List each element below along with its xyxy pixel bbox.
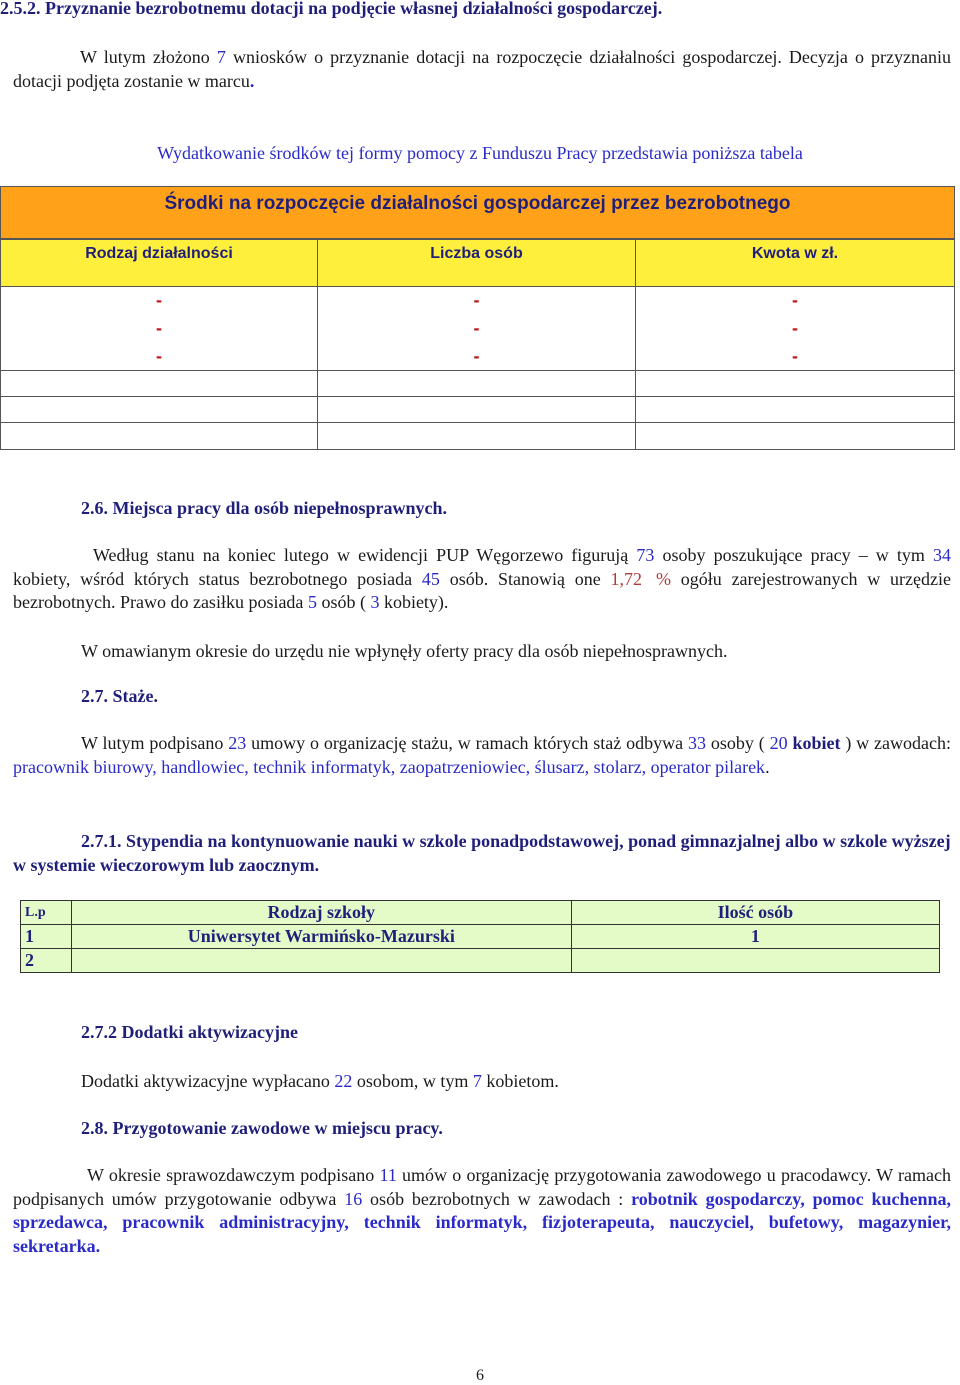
number-women: 34 bbox=[933, 545, 951, 565]
table1-empty-cell bbox=[317, 370, 636, 397]
number-recipient-women: 7 bbox=[472, 1071, 482, 1091]
table2-header-count: Ilość osób bbox=[571, 901, 939, 925]
paragraph-grant-applications bbox=[13, 46, 951, 93]
text: osoby poszukujące pracy – w tym bbox=[654, 545, 933, 565]
text: W okresie sprawozdawczym podpisano bbox=[87, 1165, 380, 1185]
table2-row2-lp: 2 bbox=[21, 949, 72, 973]
number-trainees: 16 bbox=[344, 1188, 363, 1209]
scholarship-table bbox=[20, 900, 940, 973]
section-heading-2-7: 2.7. Staże. bbox=[81, 686, 158, 706]
paragraph-no-offers: W omawianym okresie do urzędu nie wpłynęły oferty pracy dla osób niepełnosprawnych. bbox=[81, 641, 728, 661]
section-heading-2-5-2: 2.5.2. Przyznanie bezrobotnemu dotacji na podjęcie własnej działalności gospodarczej. bbox=[0, 0, 663, 18]
table2-header-school: Rodzaj szkoły bbox=[71, 901, 571, 925]
text: kobiet bbox=[792, 733, 841, 753]
table1-dash: - bbox=[473, 318, 480, 338]
text: osób ( bbox=[316, 592, 371, 612]
table1-dash: - bbox=[156, 290, 162, 310]
table1-empty-cell bbox=[635, 422, 955, 450]
number-benefit-women: 3 bbox=[370, 592, 380, 612]
section-heading-2-7-1: 2.7.1. Stypendia na kontynuowanie nauki w szkole ponadpodstawowej, ponad gimnazjalnej albo w szkole wyższej w systemie wieczorowym lub zaocznym. bbox=[13, 831, 951, 875]
number-job-seekers: 73 bbox=[636, 545, 655, 565]
text: wniosków o przyznanie dotacji na rozpoczęcie działalności gospodarczej. Decyzja o przyznaniu dotacji podjęta zostanie w marcu bbox=[13, 47, 952, 91]
table1-empty-cell bbox=[317, 396, 636, 423]
text: W lutym złożono bbox=[80, 47, 217, 67]
number-unemployed: 45 bbox=[421, 568, 440, 589]
section-heading-2-7-2: 2.7.2 Dodatki aktywizacyjne bbox=[81, 1022, 298, 1042]
number-benefit: 5 bbox=[307, 592, 317, 612]
table1-dash: - bbox=[473, 290, 480, 310]
table1-empty-cell bbox=[0, 396, 318, 423]
training-professions: robotnik gospodarczy, pomoc kuchenna, sprzedawca, pracownik administracyjny, technik informatyk, fizjoterapeuta, nauczyciel, bufetowy, magazynier, sekretarka. bbox=[13, 1188, 951, 1256]
text: umów o organizację przygotowania zawodowego u pracodawcy. W ramach podpisanych umów przygotowanie odbywa bbox=[13, 1165, 951, 1209]
text: osób bezrobotnych w zawodach : bbox=[362, 1188, 632, 1209]
number-percent-value: 1,72 bbox=[610, 568, 643, 589]
text: kobietom. bbox=[481, 1071, 559, 1091]
table2-row1-school: Uniwersytet Warmińsko-Mazurski bbox=[71, 925, 571, 949]
table1-empty-cell bbox=[0, 422, 318, 450]
text: osobom, w tym bbox=[352, 1071, 473, 1091]
text: ) w zawodach: bbox=[840, 733, 952, 753]
table1-dash: - bbox=[156, 318, 162, 338]
number-recipients: 22 bbox=[334, 1071, 353, 1091]
text: ogółu zarejestrowanych w urzędzie bezrobotnych. Prawo do zasiłku posiada bbox=[13, 568, 952, 612]
table2-header-lp: L.p bbox=[21, 901, 72, 925]
table-intro: Wydatkowanie środków tej formy pomocy z Funduszu Pracy przedstawia poniższa tabela bbox=[157, 143, 803, 163]
table1-header-amount: Kwota w zł. bbox=[635, 239, 955, 287]
text: osoby ( bbox=[705, 733, 770, 753]
table2-row1-count: 1 bbox=[571, 925, 939, 949]
paragraph-activation-allowance bbox=[81, 1070, 951, 1094]
table1-dash: - bbox=[156, 346, 162, 366]
table1-empty-cell bbox=[635, 396, 955, 423]
table1-dash: - bbox=[473, 346, 480, 366]
text: kobiety). bbox=[379, 592, 449, 612]
text: W lutym podpisano bbox=[81, 733, 229, 753]
table1-empty-cell bbox=[0, 370, 318, 397]
paragraph-disabled-registered bbox=[13, 544, 951, 615]
table1-header-count: Liczba osób bbox=[317, 239, 636, 287]
table2-row2-count bbox=[571, 949, 939, 973]
internship-professions: pracownik biurowy, handlowiec, technik informatyk, zaopatrzeniowiec, ślusarz, stolarz, operator pilarek bbox=[13, 756, 766, 777]
page-number: 6 bbox=[476, 1367, 484, 1384]
text: . bbox=[765, 756, 770, 777]
number-intern-women: 20 bbox=[769, 733, 788, 753]
number-applications: 7 bbox=[216, 47, 226, 67]
paragraph-internships bbox=[13, 732, 951, 779]
text: Według stanu na koniec lutego w ewidencji PUP Węgorzewo figurują bbox=[93, 545, 637, 565]
number-interns: 33 bbox=[687, 733, 706, 753]
table1-empty-cell bbox=[317, 422, 636, 450]
table1-empty-cell bbox=[635, 370, 955, 397]
table1-col-type bbox=[0, 287, 318, 371]
text: umowy o organizację stażu, w ramach których staż odbywa bbox=[246, 733, 688, 753]
table2-row1-lp: 1 bbox=[21, 925, 72, 949]
table1-dash: - bbox=[792, 318, 798, 338]
table1-col-count bbox=[317, 287, 636, 371]
table1-dash: - bbox=[792, 290, 798, 310]
text: Dodatki aktywizacyjne wypłacano bbox=[81, 1071, 335, 1091]
text: . bbox=[249, 70, 255, 91]
number-contracts-signed: 11 bbox=[379, 1165, 397, 1185]
text: kobiety, wśród których status bezrobotnego posiada bbox=[13, 568, 422, 589]
percent-sign: % bbox=[656, 568, 672, 589]
number-contracts: 23 bbox=[228, 733, 247, 753]
table2-row2-school bbox=[71, 949, 571, 973]
section-heading-2-8: 2.8. Przygotowanie zawodowe w miejscu pracy. bbox=[81, 1118, 443, 1138]
text: osób. Stanowią one bbox=[439, 568, 611, 589]
table1-header-type: Rodzaj działalności bbox=[0, 239, 318, 287]
section-heading-2-6: 2.6. Miejsca pracy dla osób niepełnosprawnych. bbox=[81, 498, 448, 518]
table1-dash: - bbox=[792, 346, 798, 366]
table1-caption: Środki na rozpoczęcie działalności gospodarczej przez bezrobotnego bbox=[0, 186, 955, 239]
table1-col-amount bbox=[635, 287, 955, 371]
paragraph-vocational-preparation bbox=[13, 1164, 951, 1258]
